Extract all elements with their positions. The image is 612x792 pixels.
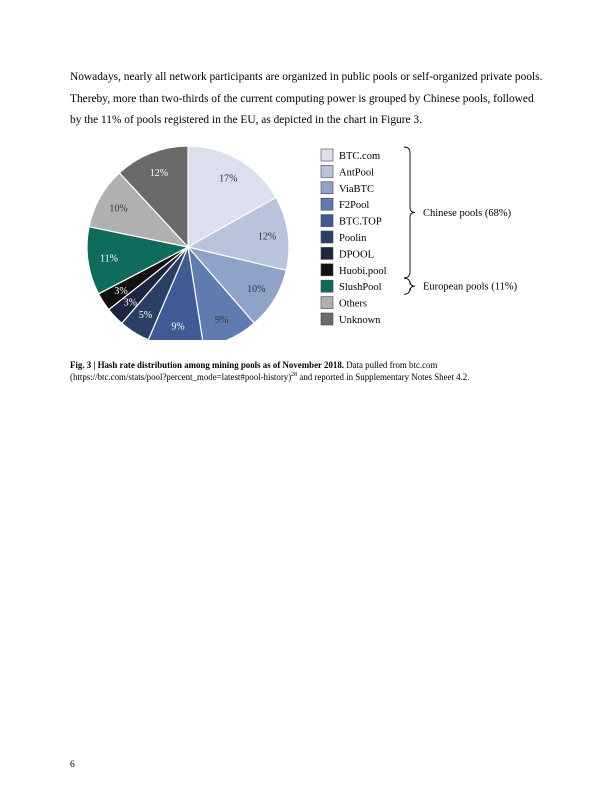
- slice-label-f2pool: 9%: [215, 314, 229, 326]
- legend: [321, 149, 387, 326]
- legend-swatch-f2pool: [321, 198, 333, 210]
- legend-label-others: Others: [339, 298, 367, 310]
- brace-chinese-pools-68: [404, 147, 415, 278]
- legend-swatch-viabtc: [321, 182, 333, 194]
- paragraph-line: Nowadays, nearly all network participants are organized in public pools or self-organized private pools.: [70, 71, 543, 83]
- brace-label-european-pools-11: European pools (11%): [423, 281, 518, 293]
- paragraph-line: Thereby, more than two-thirds of the current computing power is grouped by Chinese pools, followed: [70, 92, 534, 105]
- legend-label-poolin: Poolin: [339, 233, 367, 244]
- page-number: 6: [70, 760, 75, 770]
- legend-swatch-antpool: [321, 165, 333, 177]
- legend-swatch-poolin: [321, 231, 333, 243]
- legend-label-antpool: AntPool: [339, 167, 375, 179]
- brace-european-pools-11: [404, 278, 415, 294]
- brace-label-chinese-pools-68: Chinese pools (68%): [423, 207, 512, 219]
- slice-label-antpool: 12%: [257, 231, 277, 243]
- slice-label-btc-com: 17%: [219, 173, 238, 185]
- slice-label-viabtc: 10%: [247, 283, 266, 295]
- slice-label-dpool: 3%: [123, 297, 137, 309]
- slice-label-others: 10%: [109, 203, 128, 215]
- legend-swatch-dpool: [321, 247, 333, 259]
- legend-swatch-slushpool: [321, 280, 333, 292]
- caption-text-tail: and reported in Supplementary Notes Sheet 4.2.: [297, 371, 470, 382]
- legend-swatch-btc-top: [321, 215, 333, 227]
- legend-label-viabtc: ViaBTC: [339, 183, 374, 195]
- pie: [87, 146, 289, 340]
- slice-label-btc-top: 9%: [171, 321, 185, 333]
- legend-swatch-huobi-pool: [321, 264, 333, 276]
- legend-label-f2pool: F2Pool: [339, 200, 370, 212]
- caption-text: Data pulled from btc.com: [343, 360, 438, 370]
- caption-ref: 28: [291, 371, 298, 378]
- legend-label-dpool: DPOOL: [339, 249, 375, 261]
- legend-label-btc-com: BTC.com: [339, 151, 381, 162]
- legend-swatch-btc-com: [321, 149, 333, 161]
- legend-swatch-others: [321, 297, 333, 309]
- legend-label-huobi-pool: Huobi.pool: [339, 265, 387, 277]
- legend-swatch-unknown: [321, 313, 333, 325]
- slice-label-poolin: 5%: [138, 310, 153, 322]
- legend-label-btc-top: BTC.TOP: [339, 216, 382, 228]
- caption-url: (https://btc.com/stats/pool?percent_mode=latest#pool-history): [70, 371, 292, 382]
- paragraph-line: by the 11% of pools registered in the EU, as depicted in the chart in Figure 3.: [70, 114, 422, 126]
- legend-label-slushpool: SlushPool: [339, 282, 382, 294]
- figure-caption: [70, 360, 550, 383]
- caption-title: Fig. 3 | Hash rate distribution among mining pools as of November 2018.: [70, 360, 344, 370]
- hash-rate-pie-chart: [0, 130, 612, 340]
- slice-label-huobi-pool: 3%: [114, 285, 128, 297]
- brace-groups: [404, 147, 518, 294]
- body-paragraph: [70, 67, 550, 132]
- slice-label-slushpool: 11%: [100, 253, 118, 265]
- legend-label-unknown: Unknown: [339, 315, 381, 326]
- slice-label-unknown: 12%: [149, 168, 169, 180]
